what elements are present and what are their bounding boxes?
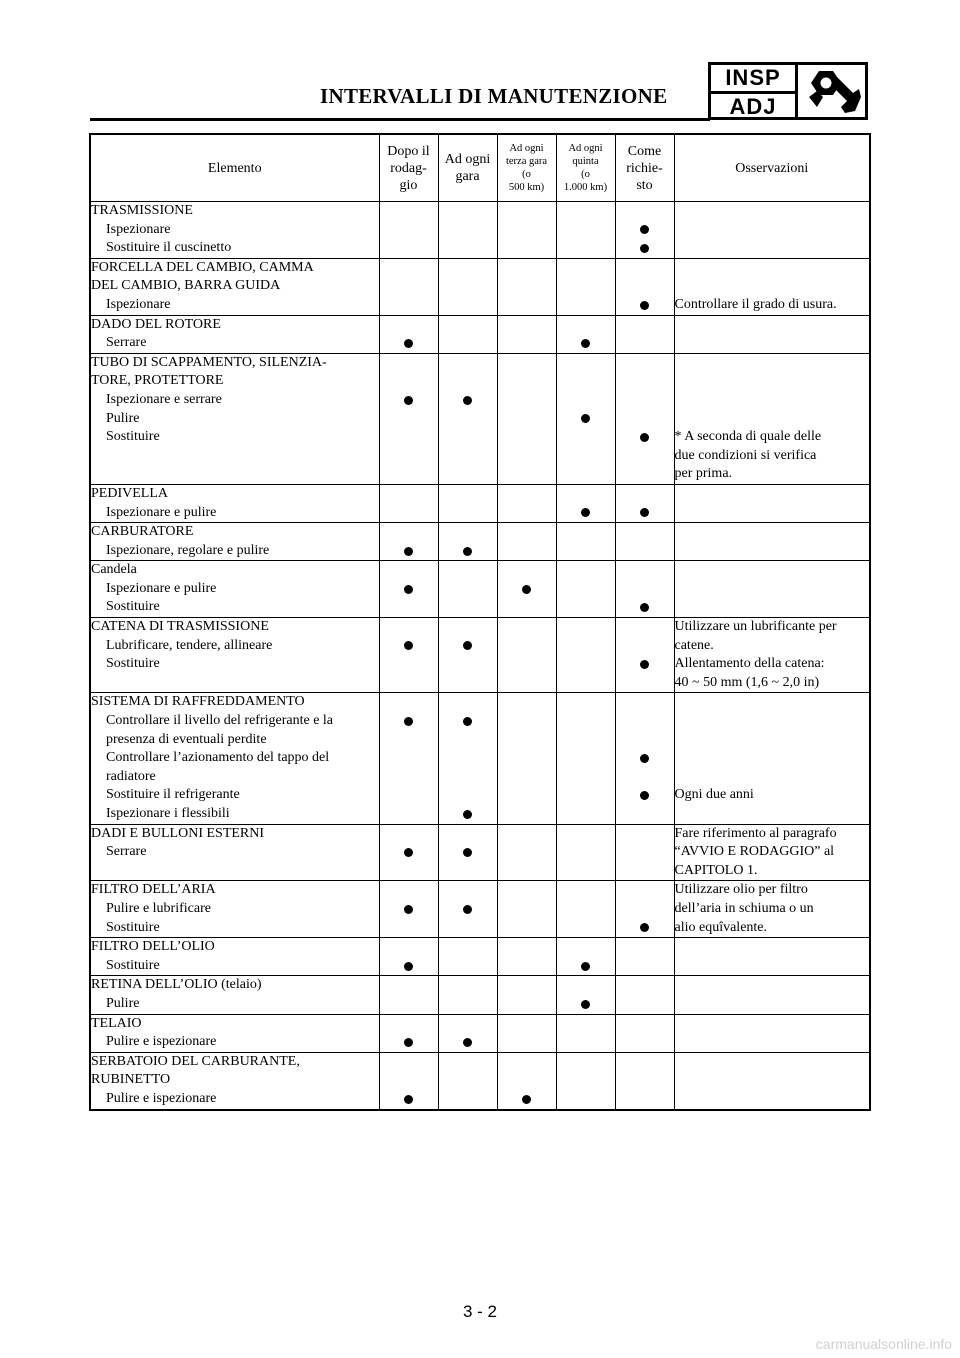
bullet-mark xyxy=(404,717,413,726)
remarks-cell xyxy=(674,976,870,1014)
col-header-every-third-race xyxy=(497,134,556,202)
header-line: gara xyxy=(455,169,480,184)
interval-cell-c3 xyxy=(497,523,556,561)
item-subtask: Sostituire xyxy=(106,429,160,445)
item-subtask: Pulire xyxy=(106,410,140,426)
interval-cell-c5 xyxy=(615,484,674,522)
item-cell xyxy=(90,484,379,522)
interval-cell-c4 xyxy=(556,881,615,938)
remark-line: dell’aria in schiuma o un xyxy=(674,900,814,916)
interval-cell-c5 xyxy=(615,693,674,824)
table-row xyxy=(90,1014,870,1052)
col-header-every-fifth-race xyxy=(556,134,615,202)
interval-cell-c5 xyxy=(615,881,674,938)
header-line: Come xyxy=(627,143,662,159)
maintenance-table xyxy=(89,133,871,1111)
item-subtask: Sostituire xyxy=(106,919,160,935)
remark-line: Allentamento della catena: xyxy=(674,656,825,672)
col-header-item: Elemento xyxy=(90,134,379,202)
interval-cell-c5 xyxy=(615,976,674,1014)
interval-cell-c3 xyxy=(497,881,556,938)
item-cell xyxy=(90,693,379,824)
item-title: DEL CAMBIO, BARRA GUIDA xyxy=(91,278,281,294)
interval-cell-c4 xyxy=(556,618,615,693)
item-subtask: Lubrificare, tendere, allineare xyxy=(106,637,273,653)
item-cell xyxy=(90,618,379,693)
table-row xyxy=(90,693,870,824)
interval-cell-c2 xyxy=(438,693,497,824)
remark-line: due condizioni si verifica xyxy=(674,447,817,463)
remarks-cell xyxy=(674,202,870,259)
badge-text xyxy=(711,65,798,117)
item-title: DADO DEL ROTORE xyxy=(91,316,221,332)
interval-cell-c1 xyxy=(379,258,438,315)
bullet-mark xyxy=(404,1038,413,1047)
interval-cell-c3 xyxy=(497,484,556,522)
item-cell xyxy=(90,315,379,353)
bullet-mark xyxy=(463,1038,472,1047)
remarks-cell xyxy=(674,315,870,353)
remark-line: Utilizzare olio per filtro xyxy=(674,882,808,898)
item-subtask: Controllare il livello del refrigerante e la xyxy=(106,713,334,729)
interval-cell-c3 xyxy=(497,1052,556,1109)
interval-cell-c2 xyxy=(438,353,497,484)
interval-cell-c5 xyxy=(615,202,674,259)
item-subtask: Pulire e ispezionare xyxy=(106,1090,217,1106)
remark-line: per prima. xyxy=(674,466,733,482)
bullet-mark xyxy=(463,396,472,405)
bullet-mark xyxy=(463,810,472,819)
remarks-cell xyxy=(674,693,870,824)
title-underline xyxy=(90,118,710,121)
item-cell xyxy=(90,824,379,881)
bullet-mark xyxy=(640,791,649,800)
bullet-mark xyxy=(404,585,413,594)
interval-cell-c1 xyxy=(379,353,438,484)
bullet-mark xyxy=(522,585,531,594)
bullet-mark xyxy=(640,660,649,669)
interval-cell-c2 xyxy=(438,1014,497,1052)
remark-line: “AVVIO E RODAGGIO” al xyxy=(674,844,835,860)
interval-cell-c4 xyxy=(556,1014,615,1052)
interval-cell-c4 xyxy=(556,202,615,259)
header-line: gio xyxy=(399,177,418,193)
item-cell xyxy=(90,202,379,259)
bullet-mark xyxy=(640,508,649,517)
bullet-mark xyxy=(640,244,649,253)
remarks-cell xyxy=(674,1052,870,1109)
header-line: sto xyxy=(636,177,653,193)
remarks-cell xyxy=(674,484,870,522)
interval-cell-c1 xyxy=(379,824,438,881)
item-subtask: Ispezionare xyxy=(106,296,171,312)
interval-cell-c4 xyxy=(556,976,615,1014)
remark-line: alio equîvalente. xyxy=(674,919,768,935)
interval-cell-c3 xyxy=(497,938,556,976)
bullet-mark xyxy=(404,962,413,971)
bullet-mark xyxy=(640,225,649,234)
interval-cell-c4 xyxy=(556,315,615,353)
interval-cell-c2 xyxy=(438,881,497,938)
item-subtask: Ispezionare e pulire xyxy=(106,504,217,520)
interval-cell-c1 xyxy=(379,976,438,1014)
item-subtask: Ispezionare xyxy=(106,221,171,237)
item-cell xyxy=(90,353,379,484)
interval-cell-c3 xyxy=(497,618,556,693)
remark-line: Utilizzare un lubrificante per xyxy=(674,619,837,635)
bullet-mark xyxy=(640,603,649,612)
table-header-row xyxy=(90,134,870,202)
interval-cell-c2 xyxy=(438,202,497,259)
item-title: FILTRO DELL’ARIA xyxy=(91,882,216,898)
table-row xyxy=(90,618,870,693)
item-subtask: Sostituire xyxy=(106,656,160,672)
bullet-mark xyxy=(404,547,413,556)
item-subtask: Ispezionare e pulire xyxy=(106,580,217,596)
item-subtask: radiatore xyxy=(106,768,156,784)
interval-cell-c3 xyxy=(497,824,556,881)
bullet-mark xyxy=(640,433,649,442)
item-subtask: Sostituire il cuscinetto xyxy=(106,240,232,256)
bullet-mark xyxy=(404,1095,413,1104)
remarks-cell xyxy=(674,258,870,315)
interval-cell-c2 xyxy=(438,484,497,522)
header-line: (o xyxy=(581,169,590,180)
header-line: 500 km) xyxy=(508,182,545,193)
remarks-cell xyxy=(674,523,870,561)
interval-cell-c3 xyxy=(497,353,556,484)
bullet-mark xyxy=(404,396,413,405)
remarks-cell xyxy=(674,938,870,976)
remark-line: catene. xyxy=(674,637,714,653)
item-title: RUBINETTO xyxy=(91,1072,171,1088)
table-row xyxy=(90,202,870,259)
item-title: TORE, PROTETTORE xyxy=(91,373,224,389)
bullet-mark xyxy=(463,905,472,914)
item-subtask: Serrare xyxy=(106,844,147,860)
interval-cell-c5 xyxy=(615,618,674,693)
interval-cell-c2 xyxy=(438,258,497,315)
item-title: PEDIVELLA xyxy=(91,485,168,501)
interval-cell-c5 xyxy=(615,1014,674,1052)
interval-cell-c3 xyxy=(497,693,556,824)
col-header-remarks: Osservazioni xyxy=(674,134,870,202)
table-row xyxy=(90,315,870,353)
interval-cell-c3 xyxy=(497,202,556,259)
header-line: Ad ogni xyxy=(568,143,603,154)
bullet-mark xyxy=(463,641,472,650)
interval-cell-c5 xyxy=(615,561,674,618)
item-subtask: Ispezionare, regolare e pulire xyxy=(106,542,270,558)
item-title: SISTEMA DI RAFFREDDAMENTO xyxy=(91,694,305,710)
interval-cell-c4 xyxy=(556,523,615,561)
remark-line: Fare riferimento al paragrafo xyxy=(674,825,837,841)
header-line: richie- xyxy=(626,160,663,176)
bullet-mark xyxy=(640,301,649,310)
table-body xyxy=(90,202,870,1110)
interval-cell-c2 xyxy=(438,315,497,353)
interval-cell-c4 xyxy=(556,561,615,618)
item-cell xyxy=(90,976,379,1014)
interval-cell-c2 xyxy=(438,938,497,976)
table-row xyxy=(90,353,870,484)
table-row xyxy=(90,1052,870,1109)
insp-adj-badge xyxy=(708,62,868,120)
interval-cell-c3 xyxy=(497,976,556,1014)
header-line: 1.000 km) xyxy=(563,182,608,193)
bullet-mark xyxy=(640,923,649,932)
bullet-mark xyxy=(581,508,590,517)
interval-cell-c3 xyxy=(497,315,556,353)
page-title: INTERVALLI DI MANUTENZIONE xyxy=(320,84,668,108)
col-header-after-break-in xyxy=(379,134,438,202)
item-title: CATENA DI TRASMISSIONE xyxy=(91,619,269,635)
interval-cell-c1 xyxy=(379,315,438,353)
item-title: TRASMISSIONE xyxy=(91,203,193,218)
interval-cell-c1 xyxy=(379,523,438,561)
interval-cell-c3 xyxy=(497,1014,556,1052)
item-subtask: Sostituire xyxy=(106,599,160,615)
interval-cell-c4 xyxy=(556,693,615,824)
interval-cell-c5 xyxy=(615,523,674,561)
item-title: TELAIO xyxy=(91,1015,142,1031)
item-subtask: Sostituire xyxy=(106,957,160,973)
bullet-mark xyxy=(581,1000,590,1009)
item-cell xyxy=(90,1014,379,1052)
interval-cell-c2 xyxy=(438,523,497,561)
item-title: FILTRO DELL’OLIO xyxy=(91,939,215,955)
header-line: (o xyxy=(522,169,531,180)
bullet-mark xyxy=(581,414,590,423)
header-line: terza gara xyxy=(505,156,548,167)
interval-cell-c4 xyxy=(556,1052,615,1109)
interval-cell-c5 xyxy=(615,938,674,976)
remark-line: Ogni due anni xyxy=(674,787,754,803)
interval-cell-c5 xyxy=(615,1052,674,1109)
table-row xyxy=(90,484,870,522)
interval-cell-c1 xyxy=(379,938,438,976)
bullet-mark xyxy=(581,962,590,971)
remark-line: 40 ~ 50 mm (1,6 ~ 2,0 in) xyxy=(674,674,820,690)
item-subtask: Pulire e ispezionare xyxy=(106,1034,217,1050)
item-title: CARBURATORE xyxy=(91,524,194,540)
interval-cell-c1 xyxy=(379,618,438,693)
remark-line: CAPITOLO 1. xyxy=(674,862,758,878)
interval-cell-c5 xyxy=(615,315,674,353)
remarks-cell xyxy=(674,824,870,881)
table-row xyxy=(90,881,870,938)
header-line: Ad ogni xyxy=(444,152,491,167)
item-title: RETINA DELL’OLIO (telaio) xyxy=(91,977,262,993)
table-row xyxy=(90,824,870,881)
remarks-cell xyxy=(674,353,870,484)
item-cell xyxy=(90,881,379,938)
interval-cell-c2 xyxy=(438,618,497,693)
interval-cell-c4 xyxy=(556,824,615,881)
badge-adj-label: ADJ xyxy=(729,94,777,119)
item-subtask: Pulire e lubrificare xyxy=(106,900,211,916)
item-cell xyxy=(90,523,379,561)
interval-cell-c5 xyxy=(615,258,674,315)
table-row xyxy=(90,938,870,976)
interval-cell-c1 xyxy=(379,202,438,259)
item-title: FORCELLA DEL CAMBIO, CAMMA xyxy=(91,259,314,275)
item-subtask: Serrare xyxy=(106,335,147,351)
bullet-mark xyxy=(404,641,413,650)
item-subtask: Ispezionare e serrare xyxy=(106,391,222,407)
remarks-cell xyxy=(674,1014,870,1052)
item-title: DADI E BULLONI ESTERNI xyxy=(91,825,265,841)
table-row xyxy=(90,976,870,1014)
item-subtask: Sostituire il refrigerante xyxy=(106,787,240,803)
interval-cell-c1 xyxy=(379,1014,438,1052)
interval-cell-c3 xyxy=(497,258,556,315)
interval-cell-c4 xyxy=(556,938,615,976)
table-row xyxy=(90,523,870,561)
table-row xyxy=(90,561,870,618)
interval-cell-c2 xyxy=(438,824,497,881)
interval-cell-c4 xyxy=(556,258,615,315)
bullet-mark xyxy=(522,1095,531,1104)
header-line: quinta xyxy=(572,156,599,167)
table-row xyxy=(90,258,870,315)
bullet-mark xyxy=(404,339,413,348)
bullet-mark xyxy=(463,547,472,556)
item-title: Candela xyxy=(91,562,137,578)
item-subtask: Controllare l’azionamento del tappo del xyxy=(106,750,330,766)
item-cell xyxy=(90,938,379,976)
bullet-mark xyxy=(404,848,413,857)
interval-cell-c3 xyxy=(497,561,556,618)
interval-cell-c1 xyxy=(379,693,438,824)
col-header-every-race xyxy=(438,134,497,202)
watermark: carmanualsonline.info xyxy=(815,1336,952,1352)
header-line: Ad ogni xyxy=(509,143,544,154)
interval-cell-c4 xyxy=(556,353,615,484)
interval-cell-c5 xyxy=(615,353,674,484)
item-cell xyxy=(90,258,379,315)
col-header-as-required xyxy=(615,134,674,202)
header-line: Dopo il xyxy=(387,143,430,159)
interval-cell-c4 xyxy=(556,484,615,522)
bullet-mark xyxy=(463,717,472,726)
item-subtask: presenza di eventuali perdite xyxy=(106,731,267,747)
wrench-nut-icon xyxy=(798,65,865,117)
bullet-mark xyxy=(404,905,413,914)
header-line: rodag- xyxy=(390,160,427,176)
item-subtask: Pulire xyxy=(106,995,140,1011)
interval-cell-c1 xyxy=(379,484,438,522)
interval-cell-c1 xyxy=(379,561,438,618)
interval-cell-c2 xyxy=(438,1052,497,1109)
interval-cell-c1 xyxy=(379,881,438,938)
remark-line: Controllare il grado di usura. xyxy=(674,296,837,312)
item-cell xyxy=(90,561,379,618)
remarks-cell xyxy=(674,881,870,938)
remarks-cell xyxy=(674,618,870,693)
remark-line: * A seconda di quale delle xyxy=(674,429,822,445)
badge-insp-label: INSP xyxy=(711,65,795,94)
bullet-mark xyxy=(640,754,649,763)
page-number: 3 - 2 xyxy=(462,1302,498,1321)
interval-cell-c1 xyxy=(379,1052,438,1109)
interval-cell-c5 xyxy=(615,824,674,881)
interval-cell-c2 xyxy=(438,561,497,618)
bullet-mark xyxy=(581,339,590,348)
bullet-mark xyxy=(463,848,472,857)
item-cell xyxy=(90,1052,379,1109)
item-title: TUBO DI SCAPPAMENTO, SILENZIA- xyxy=(91,354,327,370)
remarks-cell xyxy=(674,561,870,618)
item-subtask: Ispezionare i flessibili xyxy=(106,806,230,822)
item-title: SERBATOIO DEL CARBURANTE, xyxy=(91,1053,300,1069)
interval-cell-c2 xyxy=(438,976,497,1014)
